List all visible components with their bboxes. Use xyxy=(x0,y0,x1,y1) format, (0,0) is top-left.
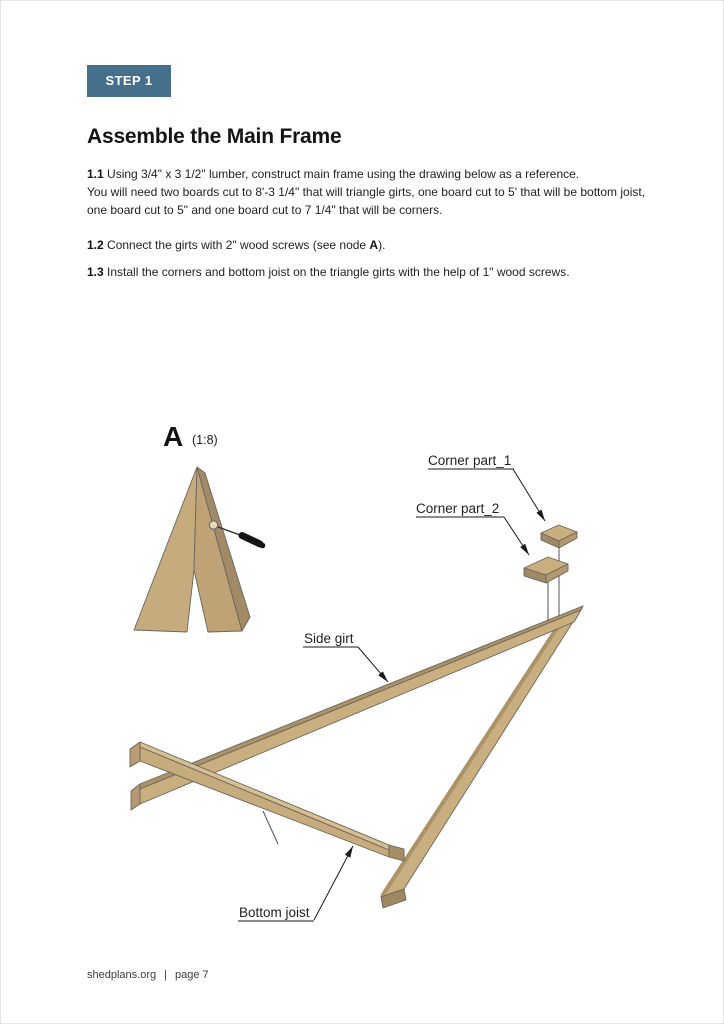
instruction-text: Install the corners and bottom joist on the triangle girts with the help of 1" wood screws. xyxy=(107,265,570,279)
page-title: Assemble the Main Frame xyxy=(87,125,342,148)
corner-part-2 xyxy=(524,557,568,583)
footer-site: shedplans.org xyxy=(87,969,157,981)
page-footer xyxy=(87,969,209,981)
label-corner-part-1: Corner part_1 xyxy=(428,453,512,468)
side-girt-leader xyxy=(358,647,388,682)
instruction-1-2 xyxy=(87,236,649,254)
detail-a-drawing xyxy=(134,421,265,632)
assembly-diagram xyxy=(1,401,724,961)
step-badge: STEP 1 xyxy=(87,65,171,97)
joist-reference-line xyxy=(263,811,278,844)
instruction-text: ). xyxy=(378,238,386,252)
instruction-text: You will need two boards cut to 8'-3 1/4" that will triangle girts, one board cut to 5' that will be bottom joist, one board cut to 5" and one board cut to 7 1/4" that will be corners. xyxy=(87,185,646,217)
footer-separator: | xyxy=(164,969,167,981)
detail-a-letter: A xyxy=(163,421,184,452)
node-reference: A xyxy=(369,238,379,252)
pilot-hole xyxy=(209,521,217,529)
label-side-girt: Side girt xyxy=(304,631,354,646)
screw-body xyxy=(242,536,260,545)
instruction-1-1 xyxy=(87,165,649,219)
board-end-cut xyxy=(131,784,140,810)
instruction-number: 1.3 xyxy=(87,265,104,279)
footer-page-number: page 7 xyxy=(174,969,209,981)
bottom-joist-leader xyxy=(314,846,353,920)
corner-part-2-leader xyxy=(504,517,529,555)
detail-left-board xyxy=(134,467,197,632)
board-edge-strip xyxy=(140,742,389,850)
board-end-cut xyxy=(130,742,140,767)
label-bottom-joist: Bottom joist xyxy=(239,905,310,920)
board-face xyxy=(140,747,389,857)
instruction-number: 1.1 xyxy=(87,167,104,181)
detail-a-scale: (1:8) xyxy=(192,433,218,447)
label-corner-part-2: Corner part_2 xyxy=(416,501,500,516)
board-end-cut xyxy=(389,845,404,861)
instruction-text: Using 3/4" x 3 1/2" lumber, construct main frame using the drawing below as a reference. xyxy=(107,167,580,181)
bottom-joist-board xyxy=(130,742,404,861)
corner-part-1 xyxy=(541,525,577,548)
corner-part-1-leader xyxy=(513,469,545,521)
detail-right-board-face xyxy=(194,467,242,632)
screw-head xyxy=(260,543,266,549)
instruction-1-3 xyxy=(87,263,649,281)
instruction-text: Connect the girts with 2" wood screws (see node xyxy=(107,238,370,252)
instructions-block xyxy=(87,165,649,290)
instruction-number: 1.2 xyxy=(87,238,104,252)
